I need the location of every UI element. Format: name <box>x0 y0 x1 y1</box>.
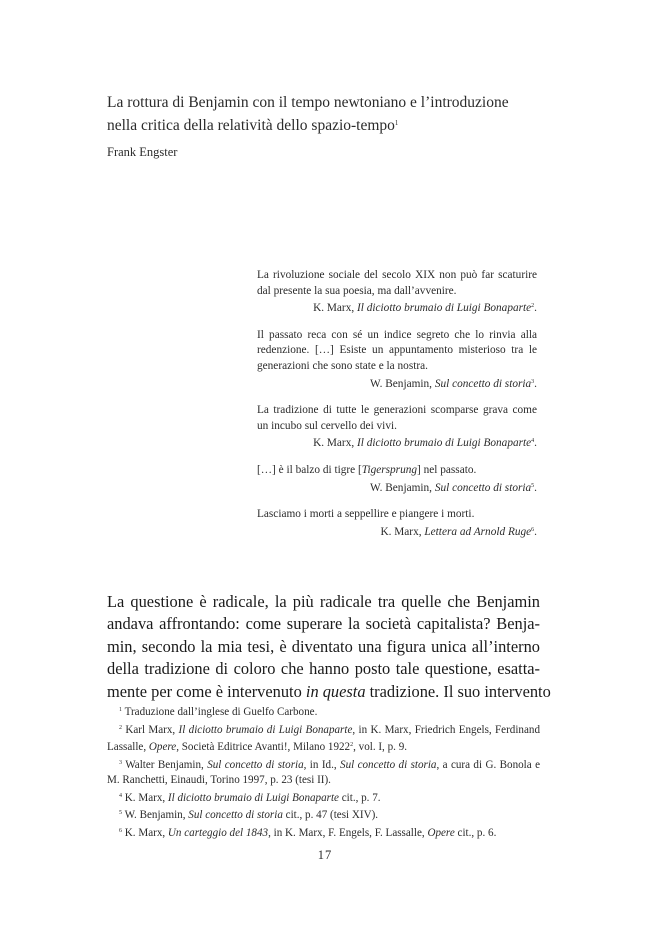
epigraph-5 <box>257 507 537 540</box>
epigraphs <box>257 268 537 551</box>
footnote-6 <box>107 824 540 842</box>
epigraph-quote-part: ] nel passato. <box>417 463 477 476</box>
footnote-number: 5 <box>119 810 122 816</box>
footnote-ref-5[interactable]: 5 <box>531 482 535 489</box>
footnote-number: 4 <box>119 792 122 799</box>
footnote-text: , in K. Marx, Friedrich Engels, Ferdinand Lassalle, <box>107 723 540 753</box>
epigraph-quote: Lasciamo i morti a seppellire e piangere i morti. <box>257 508 475 521</box>
footnote-5 <box>107 806 540 824</box>
footnote-number: 6 <box>119 827 122 834</box>
epigraph-source-work: Lettera ad Arnold Ruge <box>424 525 532 538</box>
epigraph-2 <box>257 328 537 392</box>
footnote-text: cit., p. 7. <box>338 791 381 804</box>
footnote-text: , vol. I, p. 9. <box>353 741 408 753</box>
body-emphasis: in questa <box>305 681 366 701</box>
footnote-text: W. Benjamin, <box>124 809 189 821</box>
chapter-title-line-1: La rottura di Benjamin con il tempo newtoniano e l’introduzione <box>107 94 509 111</box>
epigraph-quote-part: […] è il balzo di tigre [ <box>257 463 362 476</box>
footnote-4 <box>107 789 540 807</box>
epigraph-source-work: Il diciotto brumaio di Luigi Bonaparte <box>357 437 532 450</box>
epigraph-quote-italic: Tigersprung <box>361 463 418 476</box>
chapter-title-line-2-text: nella critica della relatività dello spazio-tempo <box>107 117 395 134</box>
footnote-ref-4[interactable]: 4 <box>531 438 535 445</box>
epigraph-source: K. Marx, Il diciotto brumaio di Luigi Bonaparte$^2$. <box>313 302 537 315</box>
footnote-number: 1 <box>119 707 122 713</box>
footnote-text: Traduzione dall’inglese di Guelfo Carbone. <box>124 706 318 718</box>
epigraph-source-author: W. Benjamin, <box>369 481 433 494</box>
author-name: Frank Engster <box>107 145 178 159</box>
body-line <box>107 681 551 703</box>
edition-superscript: 2 <box>350 742 354 748</box>
epigraph-source-work: Sul concetto di storia <box>434 377 532 390</box>
epigraph-source-author: K. Marx, <box>313 302 355 315</box>
epigraph-source-author: K. Marx, <box>380 525 422 538</box>
footnote-title: Il diciotto brumaio di Luigi Bonaparte <box>167 791 339 804</box>
body-line: La questione è radicale, la più radicale tra quelle che Benjamin <box>107 592 540 611</box>
body-text <box>107 591 551 703</box>
footnote-text: , a cura di G. Bonola e M. Ranchetti, Einaudi, Torino 1997, p. 23 (tesi II). <box>107 758 540 786</box>
epigraph-3 <box>257 403 537 452</box>
footnote-title: Sul concetto di storia <box>207 758 304 771</box>
footnote-title: Un carteggio del 1843 <box>167 826 269 839</box>
footnote-ref-1[interactable]: 1 <box>394 119 399 127</box>
footnote-number: 3 <box>119 759 122 766</box>
epigraph-quote: La rivoluzione sociale del secolo XIX non può far scaturire dal presente la sua poesia, ma dall’avvenire. <box>257 269 537 297</box>
epigraph-source: K. Marx, Lettera ad Arnold Ruge$^6$. <box>380 525 537 538</box>
footnote-text: Walter Benjamin, <box>125 758 208 771</box>
chapter-title-line-2 <box>107 113 547 136</box>
footnote-text: , Società Editrice Avanti!, Milano 1922 <box>176 741 351 753</box>
footnote-title: Opere <box>148 741 177 753</box>
epigraph-source-author: W. Benjamin, <box>369 377 433 390</box>
footnote-ref-3[interactable]: 3 <box>531 378 535 385</box>
epigraph-source-author: K. Marx, <box>313 437 355 450</box>
epigraph-source: W. Benjamin, Sul concetto di storia$^5$. <box>369 481 537 494</box>
footnote-2 <box>107 721 540 756</box>
footnote-text: Karl Marx, <box>125 723 179 736</box>
footnote-title: Sul concetto di storia <box>188 809 283 821</box>
footnote-text: , in Id., <box>303 758 341 771</box>
epigraph-quote: Il passato reca con sé un indice segreto che lo rinvia alla redenzione. […] Esiste un appuntamento misterioso tra le generazioni che sono state e la nostra. <box>257 328 537 372</box>
epigraph-source: W. Benjamin, Sul concetto di storia$^3$. <box>369 377 537 390</box>
footnote-title: Opere <box>427 826 455 839</box>
epigraph-source-work: Sul concetto di storia <box>434 481 532 494</box>
epigraph-quote: La tradizione di tutte le generazioni scomparse grava come un incubo sul cervello dei vivi. <box>257 404 537 432</box>
footnotes <box>107 703 540 841</box>
footnote-title: Il diciotto brumaio di Luigi Bonaparte <box>178 723 353 736</box>
body-line: min, secondo la mia tesi, è diventato una figura unica all’interno <box>107 636 540 656</box>
chapter-title <box>107 93 547 136</box>
footnote-1 <box>107 703 540 721</box>
footnote-3 <box>107 756 540 789</box>
footnote-ref-6[interactable]: 6 <box>531 526 535 533</box>
body-line-part: mente per come è intervenuto <box>107 681 306 701</box>
footnote-text: , in K. Marx, F. Engels, F. Lassalle, <box>268 826 428 839</box>
footnote-ref-2[interactable]: 2 <box>531 303 535 310</box>
epigraph-1 <box>257 268 537 317</box>
footnote-number: 2 <box>119 724 122 731</box>
page-number: 17 <box>317 848 333 862</box>
footnote-text: K. Marx, <box>124 791 168 804</box>
body-line-part: tradizione. Il suo intervento <box>365 681 551 701</box>
footnote-text: K. Marx, <box>124 826 168 839</box>
footnote-title: Sul concetto di storia <box>340 758 437 771</box>
epigraph-source-work: Il diciotto brumaio di Luigi Bonaparte <box>357 302 532 315</box>
body-line: andava affrontando: come superare la società capitalista? Benja- <box>107 614 540 634</box>
footnote-text: cit., p. 6. <box>454 826 497 839</box>
body-line: della tradizione di coloro che hanno posto tale questione, esatta- <box>107 659 540 679</box>
epigraph-source: K. Marx, Il diciotto brumaio di Luigi Bonaparte$^4$. <box>313 437 537 450</box>
epigraph-4 <box>257 463 537 496</box>
footnote-text: cit., p. 47 (tesi XIV). <box>282 809 379 821</box>
epigraph-quote <box>257 463 537 479</box>
